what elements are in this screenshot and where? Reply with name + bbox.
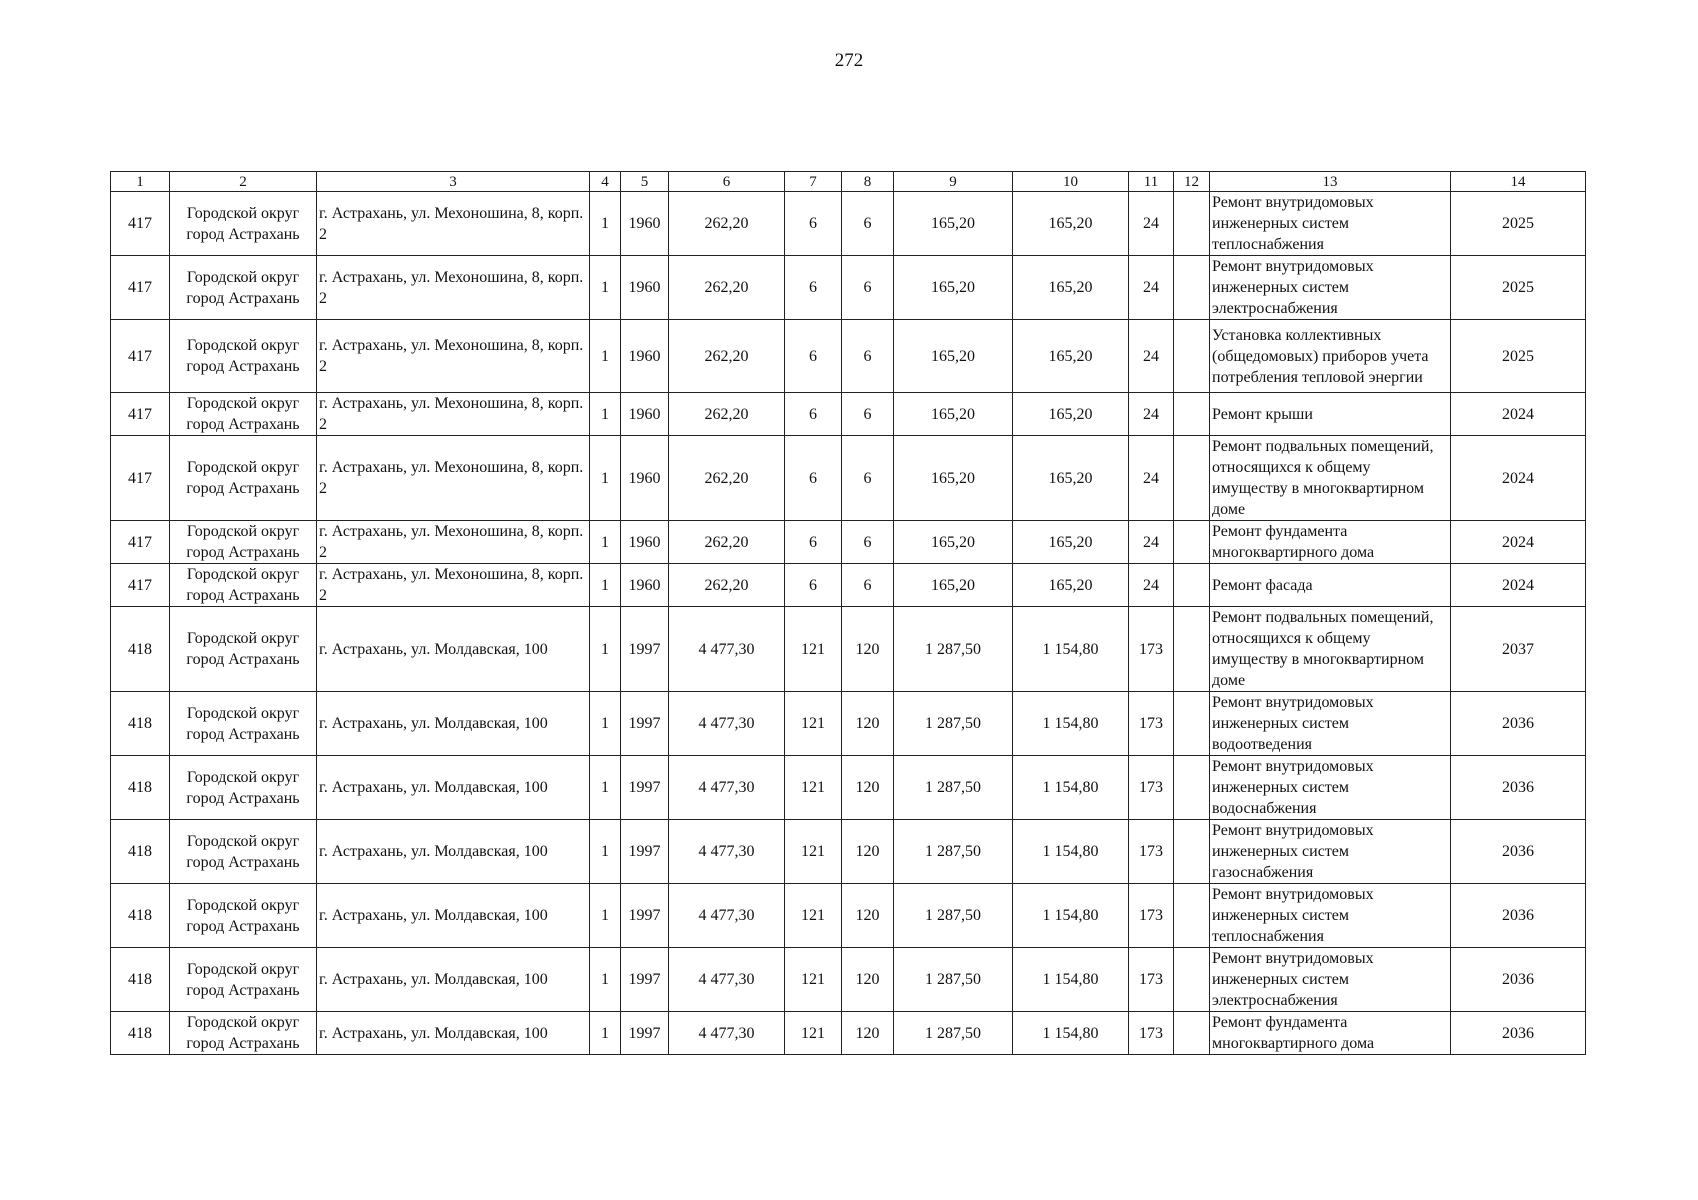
cell-col-12 (1174, 436, 1210, 521)
cell-col-7: 121 (785, 756, 842, 820)
cell-col-9: 1 287,50 (894, 1012, 1013, 1055)
cell-col-1: 417 (111, 521, 170, 564)
cell-col-4: 1 (590, 564, 621, 607)
cell-col-5: 1960 (621, 256, 669, 320)
cell-col-14: 2036 (1451, 756, 1586, 820)
cell-col-11: 173 (1129, 1012, 1174, 1055)
header-row (111, 172, 1586, 192)
col-header-1: 1 (111, 172, 170, 192)
cell-col-4: 1 (590, 192, 621, 256)
cell-col-11: 24 (1129, 192, 1174, 256)
cell-col-7: 121 (785, 607, 842, 692)
cell-col-7: 6 (785, 393, 842, 436)
cell-col-4: 1 (590, 436, 621, 521)
cell-col-1: 417 (111, 256, 170, 320)
cell-col-11: 24 (1129, 393, 1174, 436)
cell-col-13: Установка коллективных (общедомовых) приборов учета потребления тепловой энергии (1210, 320, 1451, 393)
cell-col-3: г. Астрахань, ул. Мехоношина, 8, корп. 2 (317, 393, 590, 436)
cell-col-12 (1174, 393, 1210, 436)
cell-col-14: 2025 (1451, 192, 1586, 256)
cell-col-13: Ремонт внутридомовых инженерных систем водоотведения (1210, 692, 1451, 756)
col-header-13: 13 (1210, 172, 1451, 192)
cell-col-6: 262,20 (669, 192, 785, 256)
col-header-3: 3 (317, 172, 590, 192)
cell-col-14: 2036 (1451, 820, 1586, 884)
cell-col-8: 120 (842, 692, 894, 756)
cell-col-4: 1 (590, 256, 621, 320)
table-body (111, 192, 1586, 1055)
cell-col-8: 120 (842, 948, 894, 1012)
cell-col-12 (1174, 692, 1210, 756)
cell-col-9: 1 287,50 (894, 756, 1013, 820)
cell-col-7: 121 (785, 692, 842, 756)
cell-col-1: 418 (111, 820, 170, 884)
cell-col-12 (1174, 256, 1210, 320)
cell-col-10: 165,20 (1013, 521, 1129, 564)
col-header-14: 14 (1451, 172, 1586, 192)
cell-col-12 (1174, 564, 1210, 607)
cell-col-5: 1960 (621, 320, 669, 393)
cell-col-2: Городской округ город Астрахань (170, 564, 317, 607)
cell-col-7: 121 (785, 820, 842, 884)
cell-col-8: 6 (842, 320, 894, 393)
cell-col-8: 120 (842, 820, 894, 884)
cell-col-14: 2036 (1451, 692, 1586, 756)
cell-col-8: 6 (842, 436, 894, 521)
cell-col-12 (1174, 820, 1210, 884)
cell-col-14: 2037 (1451, 607, 1586, 692)
cell-col-7: 121 (785, 948, 842, 1012)
cell-col-6: 4 477,30 (669, 607, 785, 692)
cell-col-13: Ремонт фундамента многоквартирного дома (1210, 521, 1451, 564)
cell-col-11: 173 (1129, 820, 1174, 884)
cell-col-5: 1997 (621, 884, 669, 948)
cell-col-6: 262,20 (669, 436, 785, 521)
cell-col-14: 2024 (1451, 564, 1586, 607)
cell-col-7: 6 (785, 564, 842, 607)
cell-col-13: Ремонт внутридомовых инженерных систем газоснабжения (1210, 820, 1451, 884)
col-header-9: 9 (894, 172, 1013, 192)
cell-col-12 (1174, 884, 1210, 948)
col-header-7: 7 (785, 172, 842, 192)
cell-col-14: 2025 (1451, 320, 1586, 393)
cell-col-9: 1 287,50 (894, 948, 1013, 1012)
col-header-2: 2 (170, 172, 317, 192)
cell-col-4: 1 (590, 948, 621, 1012)
cell-col-11: 24 (1129, 564, 1174, 607)
cell-col-4: 1 (590, 607, 621, 692)
cell-col-8: 6 (842, 256, 894, 320)
cell-col-6: 4 477,30 (669, 948, 785, 1012)
cell-col-5: 1960 (621, 521, 669, 564)
cell-col-7: 6 (785, 256, 842, 320)
cell-col-9: 165,20 (894, 393, 1013, 436)
cell-col-11: 173 (1129, 692, 1174, 756)
cell-col-9: 165,20 (894, 521, 1013, 564)
table-row (111, 521, 1586, 564)
table-row (111, 607, 1586, 692)
cell-col-6: 262,20 (669, 393, 785, 436)
cell-col-5: 1997 (621, 607, 669, 692)
cell-col-1: 418 (111, 692, 170, 756)
cell-col-2: Городской округ город Астрахань (170, 393, 317, 436)
cell-col-3: г. Астрахань, ул. Молдавская, 100 (317, 692, 590, 756)
cell-col-5: 1960 (621, 564, 669, 607)
cell-col-3: г. Астрахань, ул. Мехоношина, 8, корп. 2 (317, 320, 590, 393)
cell-col-13: Ремонт внутридомовых инженерных систем электроснабжения (1210, 256, 1451, 320)
cell-col-8: 6 (842, 521, 894, 564)
cell-col-6: 4 477,30 (669, 884, 785, 948)
cell-col-10: 165,20 (1013, 436, 1129, 521)
cell-col-6: 262,20 (669, 320, 785, 393)
cell-col-14: 2036 (1451, 1012, 1586, 1055)
table-row (111, 320, 1586, 393)
cell-col-7: 6 (785, 436, 842, 521)
cell-col-5: 1997 (621, 820, 669, 884)
table-row (111, 756, 1586, 820)
cell-col-14: 2024 (1451, 436, 1586, 521)
cell-col-2: Городской округ город Астрахань (170, 256, 317, 320)
table-row (111, 1012, 1586, 1055)
cell-col-3: г. Астрахань, ул. Молдавская, 100 (317, 607, 590, 692)
cell-col-3: г. Астрахань, ул. Молдавская, 100 (317, 1012, 590, 1055)
cell-col-6: 262,20 (669, 256, 785, 320)
cell-col-2: Городской округ город Астрахань (170, 521, 317, 564)
cell-col-3: г. Астрахань, ул. Мехоношина, 8, корп. 2 (317, 521, 590, 564)
table-row (111, 192, 1586, 256)
cell-col-11: 24 (1129, 320, 1174, 393)
cell-col-10: 165,20 (1013, 393, 1129, 436)
table-row (111, 948, 1586, 1012)
cell-col-8: 6 (842, 564, 894, 607)
cell-col-3: г. Астрахань, ул. Молдавская, 100 (317, 948, 590, 1012)
cell-col-4: 1 (590, 820, 621, 884)
cell-col-12 (1174, 756, 1210, 820)
cell-col-10: 1 154,80 (1013, 692, 1129, 756)
cell-col-1: 417 (111, 393, 170, 436)
cell-col-9: 165,20 (894, 564, 1013, 607)
cell-col-13: Ремонт фундамента многоквартирного дома (1210, 1012, 1451, 1055)
cell-col-9: 1 287,50 (894, 692, 1013, 756)
cell-col-7: 6 (785, 320, 842, 393)
col-header-6: 6 (669, 172, 785, 192)
cell-col-5: 1997 (621, 948, 669, 1012)
table-row (111, 692, 1586, 756)
cell-col-9: 165,20 (894, 436, 1013, 521)
cell-col-4: 1 (590, 756, 621, 820)
cell-col-5: 1997 (621, 1012, 669, 1055)
cell-col-1: 418 (111, 607, 170, 692)
cell-col-3: г. Астрахань, ул. Мехоношина, 8, корп. 2 (317, 256, 590, 320)
cell-col-13: Ремонт крыши (1210, 393, 1451, 436)
cell-col-10: 1 154,80 (1013, 607, 1129, 692)
cell-col-9: 165,20 (894, 320, 1013, 393)
cell-col-6: 262,20 (669, 564, 785, 607)
cell-col-8: 120 (842, 1012, 894, 1055)
cell-col-2: Городской округ город Астрахань (170, 820, 317, 884)
cell-col-1: 418 (111, 756, 170, 820)
cell-col-6: 4 477,30 (669, 820, 785, 884)
cell-col-4: 1 (590, 884, 621, 948)
cell-col-10: 1 154,80 (1013, 884, 1129, 948)
cell-col-2: Городской округ город Астрахань (170, 692, 317, 756)
cell-col-5: 1997 (621, 692, 669, 756)
cell-col-11: 173 (1129, 756, 1174, 820)
cell-col-7: 6 (785, 192, 842, 256)
cell-col-13: Ремонт внутридомовых инженерных систем электроснабжения (1210, 948, 1451, 1012)
cell-col-10: 165,20 (1013, 192, 1129, 256)
cell-col-3: г. Астрахань, ул. Мехоношина, 8, корп. 2 (317, 436, 590, 521)
cell-col-5: 1960 (621, 436, 669, 521)
cell-col-3: г. Астрахань, ул. Мехоношина, 8, корп. 2 (317, 564, 590, 607)
cell-col-14: 2036 (1451, 884, 1586, 948)
table-row (111, 564, 1586, 607)
cell-col-10: 1 154,80 (1013, 756, 1129, 820)
cell-col-2: Городской округ город Астрахань (170, 607, 317, 692)
cell-col-3: г. Астрахань, ул. Молдавская, 100 (317, 820, 590, 884)
cell-col-1: 417 (111, 436, 170, 521)
cell-col-13: Ремонт внутридомовых инженерных систем теплоснабжения (1210, 192, 1451, 256)
cell-col-1: 417 (111, 192, 170, 256)
cell-col-10: 165,20 (1013, 564, 1129, 607)
cell-col-13: Ремонт фасада (1210, 564, 1451, 607)
cell-col-1: 417 (111, 564, 170, 607)
cell-col-3: г. Астрахань, ул. Молдавская, 100 (317, 884, 590, 948)
cell-col-4: 1 (590, 1012, 621, 1055)
cell-col-11: 24 (1129, 256, 1174, 320)
cell-col-12 (1174, 521, 1210, 564)
cell-col-3: г. Астрахань, ул. Молдавская, 100 (317, 756, 590, 820)
cell-col-4: 1 (590, 393, 621, 436)
cell-col-14: 2024 (1451, 393, 1586, 436)
col-header-11: 11 (1129, 172, 1174, 192)
cell-col-12 (1174, 948, 1210, 1012)
cell-col-8: 6 (842, 393, 894, 436)
cell-col-10: 1 154,80 (1013, 948, 1129, 1012)
col-header-10: 10 (1013, 172, 1129, 192)
cell-col-13: Ремонт внутридомовых инженерных систем теплоснабжения (1210, 884, 1451, 948)
cell-col-8: 120 (842, 607, 894, 692)
cell-col-2: Городской округ город Астрахань (170, 756, 317, 820)
cell-col-1: 418 (111, 884, 170, 948)
cell-col-3: г. Астрахань, ул. Мехоношина, 8, корп. 2 (317, 192, 590, 256)
cell-col-6: 4 477,30 (669, 692, 785, 756)
cell-col-6: 4 477,30 (669, 756, 785, 820)
cell-col-10: 1 154,80 (1013, 1012, 1129, 1055)
table-row (111, 256, 1586, 320)
cell-col-7: 121 (785, 1012, 842, 1055)
cell-col-1: 418 (111, 948, 170, 1012)
cell-col-1: 418 (111, 1012, 170, 1055)
cell-col-7: 6 (785, 521, 842, 564)
cell-col-5: 1960 (621, 192, 669, 256)
cell-col-13: Ремонт внутридомовых инженерных систем водоснабжения (1210, 756, 1451, 820)
cell-col-11: 173 (1129, 948, 1174, 1012)
cell-col-4: 1 (590, 320, 621, 393)
cell-col-2: Городской округ город Астрахань (170, 884, 317, 948)
cell-col-12 (1174, 192, 1210, 256)
cell-col-10: 165,20 (1013, 320, 1129, 393)
table-row (111, 820, 1586, 884)
page-number: 272 (834, 50, 864, 71)
cell-col-11: 173 (1129, 607, 1174, 692)
cell-col-2: Городской округ город Астрахань (170, 948, 317, 1012)
col-header-5: 5 (621, 172, 669, 192)
cell-col-9: 165,20 (894, 192, 1013, 256)
cell-col-13: Ремонт подвальных помещений, относящихся к общему имуществу в многоквартирном доме (1210, 436, 1451, 521)
cell-col-9: 1 287,50 (894, 607, 1013, 692)
cell-col-5: 1997 (621, 756, 669, 820)
cell-col-9: 165,20 (894, 256, 1013, 320)
table-row (111, 393, 1586, 436)
cell-col-9: 1 287,50 (894, 884, 1013, 948)
cell-col-14: 2024 (1451, 521, 1586, 564)
cell-col-11: 173 (1129, 884, 1174, 948)
cell-col-4: 1 (590, 692, 621, 756)
cell-col-12 (1174, 1012, 1210, 1055)
cell-col-11: 24 (1129, 521, 1174, 564)
cell-col-11: 24 (1129, 436, 1174, 521)
cell-col-7: 121 (785, 884, 842, 948)
cell-col-10: 165,20 (1013, 256, 1129, 320)
col-header-4: 4 (590, 172, 621, 192)
cell-col-13: Ремонт подвальных помещений, относящихся к общему имуществу в многоквартирном доме (1210, 607, 1451, 692)
cell-col-2: Городской округ город Астрахань (170, 320, 317, 393)
cell-col-12 (1174, 320, 1210, 393)
cell-col-1: 417 (111, 320, 170, 393)
cell-col-14: 2036 (1451, 948, 1586, 1012)
cell-col-12 (1174, 607, 1210, 692)
cell-col-2: Городской округ город Астрахань (170, 192, 317, 256)
cell-col-8: 6 (842, 192, 894, 256)
cell-col-2: Городской округ город Астрахань (170, 436, 317, 521)
cell-col-6: 4 477,30 (669, 1012, 785, 1055)
cell-col-8: 120 (842, 756, 894, 820)
cell-col-6: 262,20 (669, 521, 785, 564)
cell-col-9: 1 287,50 (894, 820, 1013, 884)
cell-col-5: 1960 (621, 393, 669, 436)
capital-repair-table (110, 171, 1586, 1055)
cell-col-10: 1 154,80 (1013, 820, 1129, 884)
cell-col-8: 120 (842, 884, 894, 948)
table-row (111, 436, 1586, 521)
cell-col-2: Городской округ город Астрахань (170, 1012, 317, 1055)
table-row (111, 884, 1586, 948)
col-header-8: 8 (842, 172, 894, 192)
cell-col-4: 1 (590, 521, 621, 564)
table-header (111, 172, 1586, 192)
col-header-12: 12 (1174, 172, 1210, 192)
cell-col-14: 2025 (1451, 256, 1586, 320)
